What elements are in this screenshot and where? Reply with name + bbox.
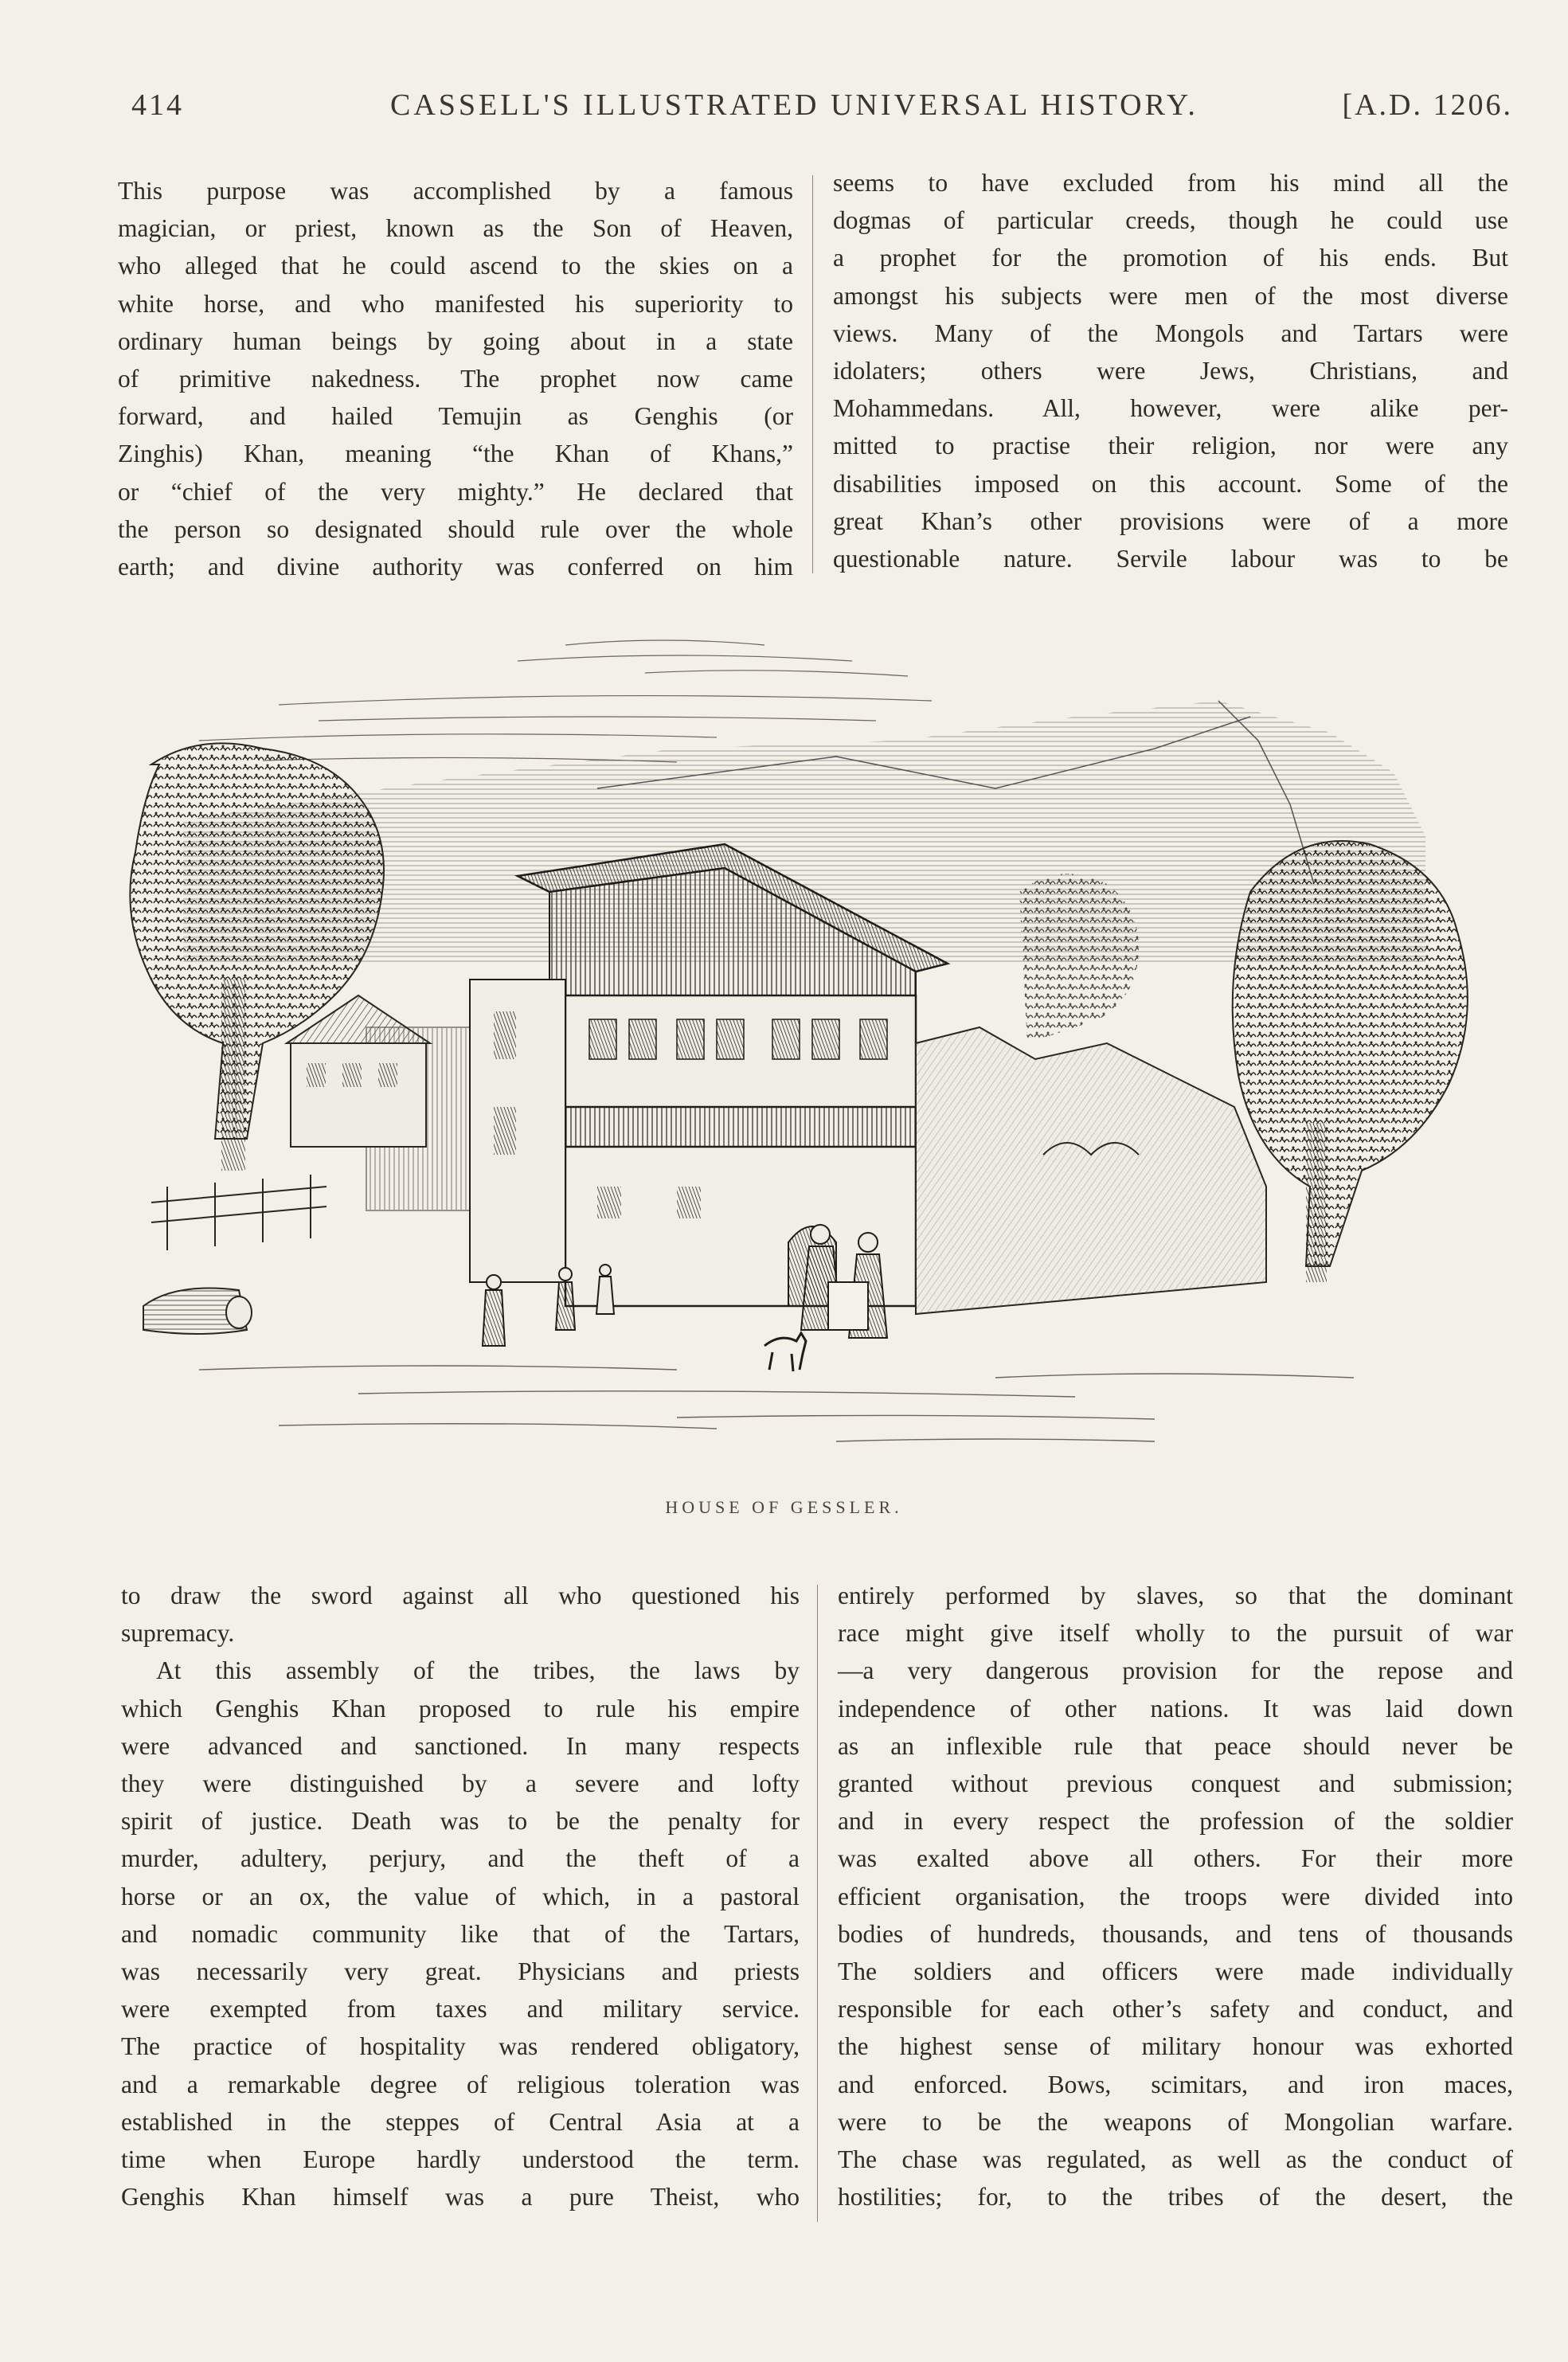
text-line: independence of other nations. It was laid down bbox=[838, 1694, 1513, 1723]
text-line: was exalted above all others. For their more bbox=[838, 1844, 1513, 1873]
column-rule-top bbox=[812, 175, 813, 573]
text-line: granted without previous conquest and submission; bbox=[838, 1770, 1513, 1798]
text-line: supremacy. bbox=[121, 1619, 235, 1648]
text-line: to draw the sword against all who questioned his bbox=[121, 1582, 800, 1609]
text-column-top-right bbox=[833, 164, 1508, 577]
text-line: great Khan’s other provisions were of a more bbox=[833, 506, 1508, 535]
text-line: Mohammedans. All, however, were alike per- bbox=[833, 394, 1508, 423]
paragraph bbox=[118, 172, 793, 585]
fence bbox=[151, 1175, 327, 1250]
text-line: responsible for each other’s safety and conduct, and bbox=[838, 1995, 1513, 2024]
running-title: CASSELL'S ILLUSTRATED UNIVERSAL HISTORY. bbox=[390, 88, 1198, 122]
tree-right bbox=[1233, 841, 1468, 1266]
text-line: views. Many of the Mongols and Tartars were bbox=[833, 319, 1508, 347]
text-line: of primitive nakedness. The prophet now came bbox=[118, 365, 793, 393]
text-column-top-left bbox=[118, 172, 793, 585]
text-line: idolaters; others were Jews, Christians, and bbox=[833, 357, 1508, 385]
text-line: established in the steppes of Central Asia at a bbox=[121, 2107, 800, 2136]
page-number: 414 bbox=[131, 88, 184, 122]
text-line: were exempted from taxes and military service. bbox=[121, 1995, 800, 2024]
text-line: hostilities; for, to the tribes of the desert, the bbox=[838, 2183, 1513, 2211]
text-line: which Genghis Khan proposed to rule his empire bbox=[121, 1694, 800, 1723]
text-line: ordinary human beings by going about in a state bbox=[118, 327, 793, 355]
text-line: time when Europe hardly understood the term. bbox=[121, 2145, 800, 2174]
running-header bbox=[119, 80, 1513, 127]
column-rule-bottom bbox=[817, 1585, 818, 2222]
paragraph bbox=[121, 1652, 800, 2215]
text-line: a prophet for the promotion of his ends. But bbox=[833, 244, 1508, 272]
text-line: The soldiers and officers were made individually bbox=[838, 1957, 1513, 1986]
text-line: bodies of hundreds, thousands, and tens of thousands bbox=[838, 1919, 1513, 1948]
text-line: disabilities imposed on this account. Some of the bbox=[833, 469, 1508, 498]
text-line: and nomadic community like that of the Tartars, bbox=[121, 1919, 800, 1948]
text-line: entirely performed by slaves, so that the dominant bbox=[838, 1582, 1513, 1609]
text-line: At this assembly of the tribes, the laws by bbox=[156, 1656, 800, 1685]
text-line: This purpose was accomplished by a famous bbox=[118, 177, 793, 205]
text-line: and a remarkable degree of religious toleration was bbox=[121, 2070, 800, 2098]
text-line: —a very dangerous provision for the repose and bbox=[838, 1656, 1513, 1685]
text-line: the person so designated should rule over the whole bbox=[118, 514, 793, 543]
text-column-bottom-right bbox=[838, 1577, 1513, 2215]
balcony bbox=[565, 1107, 916, 1147]
text-line: they were distinguished by a severe and lofty bbox=[121, 1770, 800, 1798]
text-line: The practice of hospitality was rendered obligatory, bbox=[121, 2032, 800, 2061]
engraving-house-of-gessler bbox=[119, 629, 1505, 1481]
text-line: Genghis Khan himself was a pure Theist, who bbox=[121, 2183, 800, 2211]
text-line: seems to have excluded from his mind all the bbox=[833, 169, 1508, 197]
text-line: or “chief of the very mighty.” He declared that bbox=[118, 477, 793, 506]
dog bbox=[764, 1333, 806, 1371]
text-line: dogmas of particular creeds, though he could use bbox=[833, 206, 1508, 235]
text-line: forward, and hailed Temujin as Genghis (or bbox=[118, 402, 793, 431]
text-line: The chase was regulated, as well as the conduct of bbox=[838, 2145, 1513, 2174]
text-line: spirit of justice. Death was to be the penalty for bbox=[121, 1807, 800, 1836]
text-line: mitted to practise their religion, nor were any bbox=[833, 432, 1508, 460]
text-line: Zinghis) Khan, meaning “the Khan of Khans,” bbox=[118, 440, 793, 468]
text-line: was necessarily very great. Physicians and priests bbox=[121, 1957, 800, 1986]
text-line: white horse, and who manifested his superiority to bbox=[118, 289, 793, 318]
text-line: were to be the weapons of Mongolian warfare. bbox=[838, 2107, 1513, 2136]
side-tower bbox=[470, 980, 565, 1282]
text-line: earth; and divine authority was conferred on him bbox=[118, 553, 793, 581]
text-line: amongst his subjects were men of the most diverse bbox=[833, 281, 1508, 310]
text-line: who alleged that he could ascend to the skies on a bbox=[118, 252, 793, 280]
text-column-bottom-left bbox=[121, 1577, 800, 2215]
text-line: and in every respect the profession of the soldier bbox=[838, 1807, 1513, 1836]
paragraph bbox=[838, 1577, 1513, 2215]
text-line: race might give itself wholly to the pursuit of war bbox=[838, 1619, 1513, 1648]
paragraph bbox=[121, 1577, 800, 1652]
text-line: the highest sense of military honour was exhorted bbox=[838, 2032, 1513, 2061]
header-date: [A.D. 1206. bbox=[1342, 88, 1513, 122]
illustration-caption: HOUSE OF GESSLER. bbox=[665, 1497, 903, 1517]
text-line: as an inflexible rule that peace should never be bbox=[838, 1731, 1513, 1760]
ground-lines bbox=[199, 1366, 1354, 1441]
text-line: were advanced and sanctioned. In many respects bbox=[121, 1731, 800, 1760]
paragraph bbox=[833, 164, 1508, 577]
text-line: and enforced. Bows, scimitars, and iron maces, bbox=[838, 2070, 1513, 2098]
text-line: horse or an ox, the value of which, in a pastoral bbox=[121, 1882, 800, 1910]
text-line: murder, adultery, perjury, and the theft of a bbox=[121, 1844, 800, 1873]
text-line: questionable nature. Servile labour was to be bbox=[833, 545, 1508, 573]
text-line: efficient organisation, the troops were divided into bbox=[838, 1882, 1513, 1910]
text-line: magician, or priest, known as the Son of Heaven, bbox=[118, 214, 793, 243]
